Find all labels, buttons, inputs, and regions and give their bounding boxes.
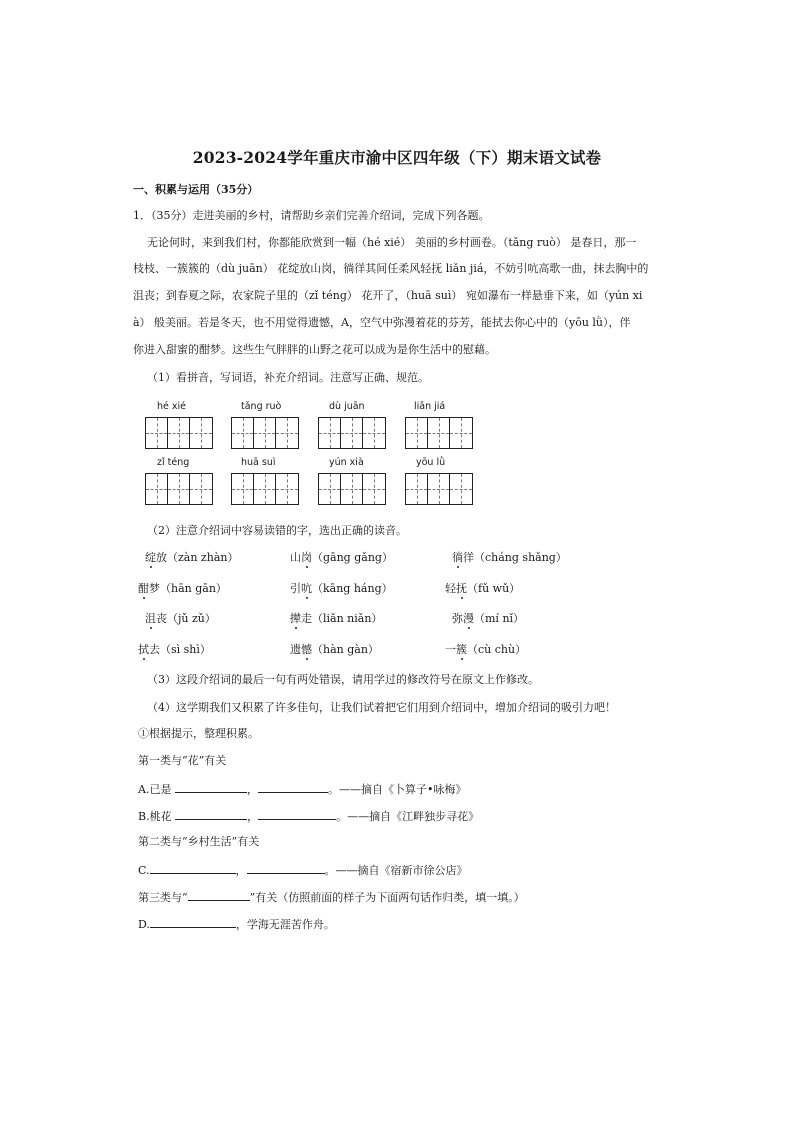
category-2: 第二类与“乡村生活”有关	[138, 835, 260, 848]
writing-grid[interactable]	[318, 417, 386, 449]
pinyin-choices: （jǔ zǔ）	[167, 612, 216, 625]
pinyin-label: huā suì	[241, 457, 276, 468]
subquestion-1: （1）看拼音，写词语，补充介绍词。注意写正确、规范。	[147, 371, 429, 384]
fill-line-a	[138, 781, 466, 797]
pronunciation-option[interactable]	[445, 641, 526, 657]
comma: ，	[235, 864, 247, 877]
pronunciation-option[interactable]	[145, 610, 216, 626]
comma: ，	[246, 783, 258, 796]
category-3	[138, 889, 525, 905]
pinyin-choices: （kāng háng）	[312, 582, 393, 595]
writing-grid[interactable]	[145, 473, 213, 505]
writing-grid[interactable]	[231, 417, 299, 449]
pinyin-label: tǎng ruò	[241, 401, 282, 412]
fill-line-d	[138, 916, 335, 932]
answer-blank[interactable]	[188, 889, 250, 901]
pinyin-choices: （liǎn niǎn）	[312, 612, 383, 625]
pronunciation-option[interactable]	[445, 580, 520, 596]
dotted-char: 抚	[456, 582, 467, 595]
subquestion-2: （2）注意介绍词中容易读错的字，选出正确的读音。	[147, 524, 407, 537]
answer-blank[interactable]	[175, 781, 247, 793]
fill-line-b	[138, 808, 479, 824]
word-char: 轻	[445, 582, 456, 595]
word-char: 去	[149, 643, 160, 656]
fill-line-c	[138, 862, 468, 878]
line-prefix: D.	[138, 918, 150, 931]
word-char: 山	[290, 551, 301, 564]
passage-line: 枝枝、一簇簇的（dù juān） 花绽放山岗，徜徉其间任柔风轻抚 liǎn jiá，不妨引吭高歌一曲，抹去胸中的	[133, 262, 649, 275]
line-suffix: 。——摘自《宿新市徐公店》	[324, 864, 468, 877]
writing-grid[interactable]	[145, 417, 213, 449]
word-char: 徉	[463, 551, 474, 564]
answer-blank[interactable]	[258, 781, 328, 793]
passage-line: à） 般美丽。若是冬天，也不用觉得遗憾，A，空气中弥漫着花的芬芳，能拭去你心中的（yōu lǜ），伴	[133, 316, 631, 329]
line-suffix: 。——摘自《卜算子•咏梅》	[327, 783, 467, 796]
line-prefix: 第三类与“	[138, 891, 188, 904]
pinyin-label: zǐ téng	[157, 457, 190, 468]
dotted-char: 吭	[301, 582, 312, 595]
dotted-char: 沮	[145, 612, 156, 625]
section-heading: 一、积累与运用（35分）	[133, 183, 259, 196]
pinyin-label: yōu lǜ	[416, 457, 446, 468]
pinyin-choices: （fǔ wǔ）	[467, 582, 521, 595]
pinyin-choices: （hān gān）	[160, 582, 227, 595]
word-char: 丧	[156, 612, 167, 625]
subquestion-4: （4）这学期我们又积累了许多佳句，让我们试着把它们用到介绍词中，增加介绍词的吸引力吧！	[147, 701, 616, 714]
pinyin-choices: （hàn gàn）	[312, 643, 379, 656]
category-1: 第一类与“花”有关	[138, 754, 227, 767]
answer-blank[interactable]	[150, 862, 236, 874]
line-suffix: 。——摘自《江畔独步寻花》	[336, 810, 480, 823]
dotted-char: 憾	[301, 643, 312, 656]
word-char: 遗	[290, 643, 301, 656]
page-title: 2023-2024学年重庆市渝中区四年级（下）期末语文试卷	[192, 148, 602, 167]
subquestion-3: （3）这段介绍词的最后一句有两处错误，请用学过的修改符号在原文上作修改。	[147, 673, 539, 686]
writing-grid[interactable]	[231, 473, 299, 505]
dotted-char: 撵	[290, 612, 301, 625]
word-char: 引	[290, 582, 301, 595]
word-char: 走	[301, 612, 312, 625]
pinyin-label: dù juān	[329, 401, 365, 412]
pronunciation-option[interactable]	[290, 641, 379, 657]
line-prefix: A.已是	[138, 783, 172, 796]
word-char: 梦	[149, 582, 160, 595]
dotted-char: 漫	[463, 612, 474, 625]
dotted-char: 拭	[138, 643, 149, 656]
word-char: 放	[156, 551, 167, 564]
pinyin-choices: （gāng gǎng）	[312, 551, 393, 564]
dotted-char: 绽	[145, 551, 156, 564]
word-char: 一	[445, 643, 456, 656]
pronunciation-option[interactable]	[138, 641, 211, 657]
pinyin-choices: （zàn zhàn）	[167, 551, 239, 564]
line-prefix: B.桃花	[138, 810, 172, 823]
pronunciation-option[interactable]	[290, 549, 393, 565]
pinyin-label: yún xià	[329, 457, 364, 468]
writing-grid[interactable]	[318, 473, 386, 505]
question-intro: 1．（35分）走进美丽的乡村，请帮助乡亲们完善介绍词，完成下列各题。	[133, 209, 490, 222]
answer-blank[interactable]	[175, 808, 247, 820]
pronunciation-option[interactable]	[452, 549, 567, 565]
pronunciation-option[interactable]	[145, 549, 238, 565]
pinyin-choices: （sì shì）	[160, 643, 211, 656]
dotted-char: 徜	[452, 551, 463, 564]
line-suffix: ，学海无涯苦作舟。	[235, 918, 335, 931]
subquestion-4-1: ①根据提示，整理积累。	[138, 727, 259, 740]
pronunciation-option[interactable]	[452, 610, 524, 626]
pinyin-choices: （mí nǐ）	[474, 612, 525, 625]
line-prefix: C.	[138, 864, 150, 877]
line-suffix: ”有关（仿照前面的样子为下面两句话作归类，填一填。）	[249, 891, 525, 904]
pronunciation-option[interactable]	[290, 610, 382, 626]
word-char: 弥	[452, 612, 463, 625]
pinyin-choices: （cháng shǎng）	[474, 551, 567, 564]
comma: ，	[247, 810, 259, 823]
writing-grid[interactable]	[405, 417, 473, 449]
answer-blank[interactable]	[247, 862, 325, 874]
writing-grid[interactable]	[405, 473, 473, 505]
pinyin-choices: （cù chù）	[467, 643, 527, 656]
dotted-char: 岗	[301, 551, 312, 564]
pinyin-label: liǎn jiá	[414, 401, 446, 412]
passage-line: 沮丧；到春夏之际，农家院子里的（zǐ téng） 花开了，（huā suì） 宛如瀑布一样悬垂下来，如（yún xi	[133, 289, 643, 302]
dotted-char: 簇	[456, 643, 467, 656]
pronunciation-option[interactable]	[138, 580, 227, 596]
answer-blank[interactable]	[150, 916, 236, 928]
dotted-char: 酣	[138, 582, 149, 595]
pinyin-label: hé xié	[157, 401, 186, 412]
pronunciation-option[interactable]	[290, 580, 393, 596]
passage-line: 无论何时，来到我们村，你都能欣赏到一幅（hé xié） 美丽的乡村画卷。（tǎng ruò） 是春日，那一	[147, 236, 637, 249]
answer-blank[interactable]	[258, 808, 336, 820]
passage-line: 你进入甜蜜的酣梦。这些生气胖胖的山野之花可以成为是你生活中的慰藉。	[133, 343, 496, 356]
